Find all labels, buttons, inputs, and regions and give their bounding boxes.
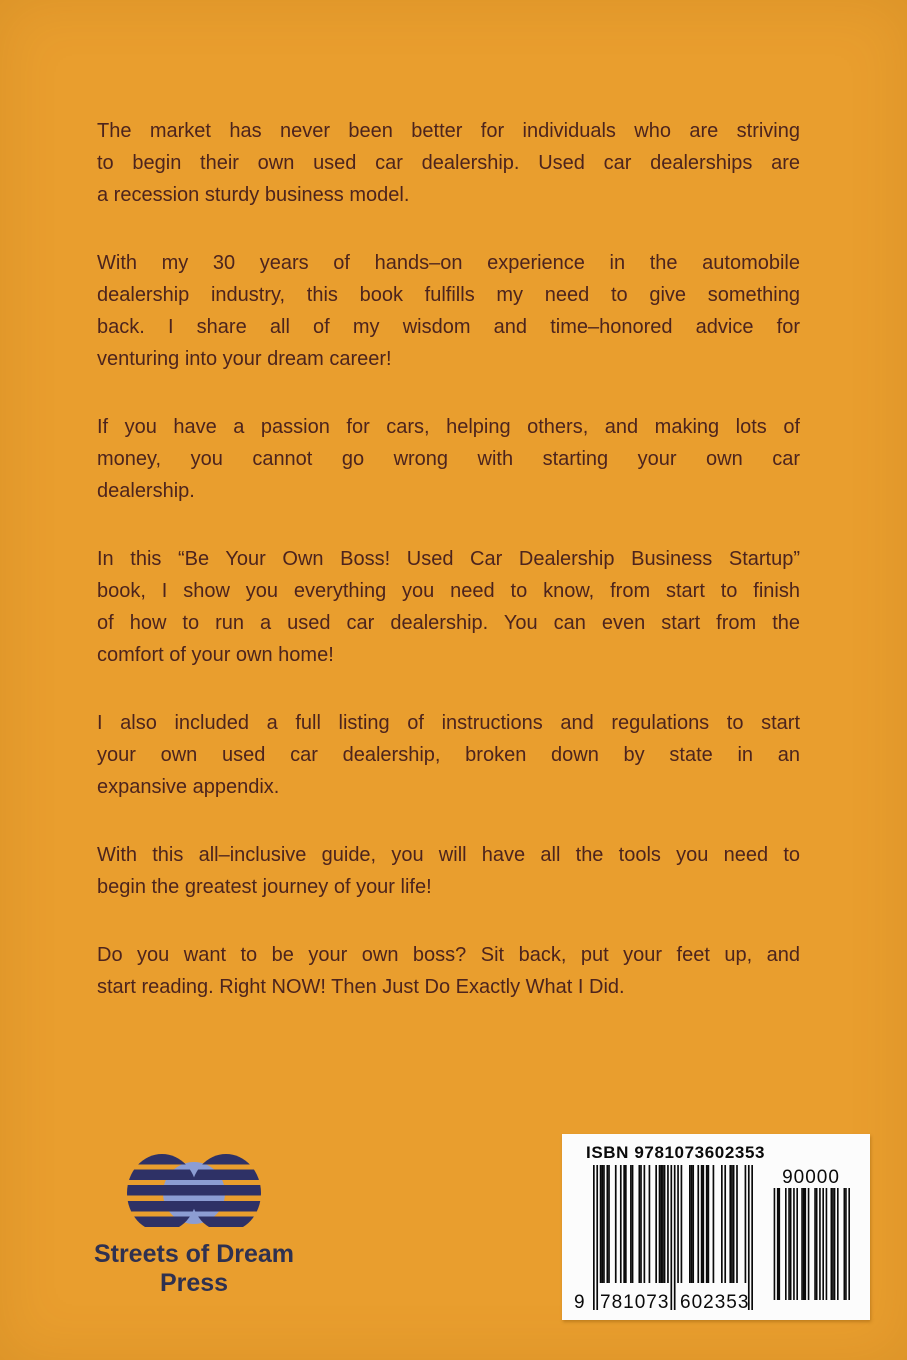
back-cover-line: back. I share all of my wisdom and time–honored advice for: [97, 316, 800, 338]
back-cover-line: If you have a passion for cars, helping others, and making lots of: [97, 416, 800, 438]
back-cover-line: The market has never been better for individuals who are striving: [97, 120, 800, 142]
back-cover-text: [97, 115, 800, 1039]
isbn-digit-group1: 781073: [600, 1292, 670, 1313]
back-cover-paragraph: [97, 839, 800, 903]
back-cover-line: I also included a full listing of instructions and regulations to start: [97, 712, 800, 734]
back-cover-line: start reading. Right NOW! Then Just Do Exactly What I Did.: [97, 976, 625, 998]
back-cover-line: Do you want to be your own boss? Sit back, put your feet up, and: [97, 944, 800, 966]
back-cover-line: to begin their own used car dealership. Used car dealerships are: [97, 152, 800, 174]
back-cover-line: venturing into your dream career!: [97, 348, 392, 370]
back-cover-line: of how to run a used car dealership. You can even start from the: [97, 612, 800, 634]
price-addon-bars: [772, 1188, 850, 1300]
back-cover-paragraph: [97, 939, 800, 1003]
publisher-logo-icon: [127, 1152, 261, 1234]
back-cover-line: begin the greatest journey of your life!: [97, 876, 432, 898]
back-cover-line: With my 30 years of hands–on experience in the automobile: [97, 252, 800, 274]
isbn-barcode-digits: [574, 1292, 764, 1314]
isbn-label: ISBN 9781073602353: [586, 1143, 766, 1162]
logo-striped-circle-left: [127, 1154, 197, 1232]
publisher-logo: [89, 1152, 299, 1298]
isbn-barcode-bars: [593, 1165, 753, 1310]
back-cover-paragraph: [97, 115, 800, 211]
isbn-barcode-block: [562, 1134, 870, 1320]
back-cover-line: book, I show you everything you need to know, from start to finish: [97, 580, 800, 602]
back-cover-line: a recession sturdy business model.: [97, 184, 410, 206]
back-cover-line: expansive appendix.: [97, 776, 280, 798]
publisher-name-line1: Streets of Dream: [93, 1240, 295, 1268]
back-cover-line: dealership industry, this book fulfills my need to give something: [97, 284, 800, 306]
back-cover-paragraph: [97, 543, 800, 671]
isbn-digit-group2: 602353: [680, 1292, 750, 1313]
back-cover-line: In this “Be Your Own Boss! Used Car Dealership Business Startup”: [97, 548, 800, 570]
logo-striped-circle-right: [191, 1154, 261, 1232]
back-cover-line: money, you cannot go wrong with starting your own car: [97, 448, 800, 470]
back-cover-paragraph: [97, 411, 800, 507]
isbn-digit-check: 9: [574, 1292, 585, 1313]
publisher-name: [89, 1240, 299, 1298]
back-cover-paragraph: [97, 247, 800, 375]
price-code: 90000: [782, 1167, 840, 1188]
publisher-name-line2: Press: [159, 1269, 229, 1297]
back-cover-line: comfort of your own home!: [97, 644, 334, 666]
back-cover-line: dealership.: [97, 480, 195, 502]
back-cover-line: With this all–inclusive guide, you will have all the tools you need to: [97, 844, 800, 866]
back-cover-line: your own used car dealership, broken down by state in an: [97, 744, 800, 766]
back-cover-paragraph: [97, 707, 800, 803]
